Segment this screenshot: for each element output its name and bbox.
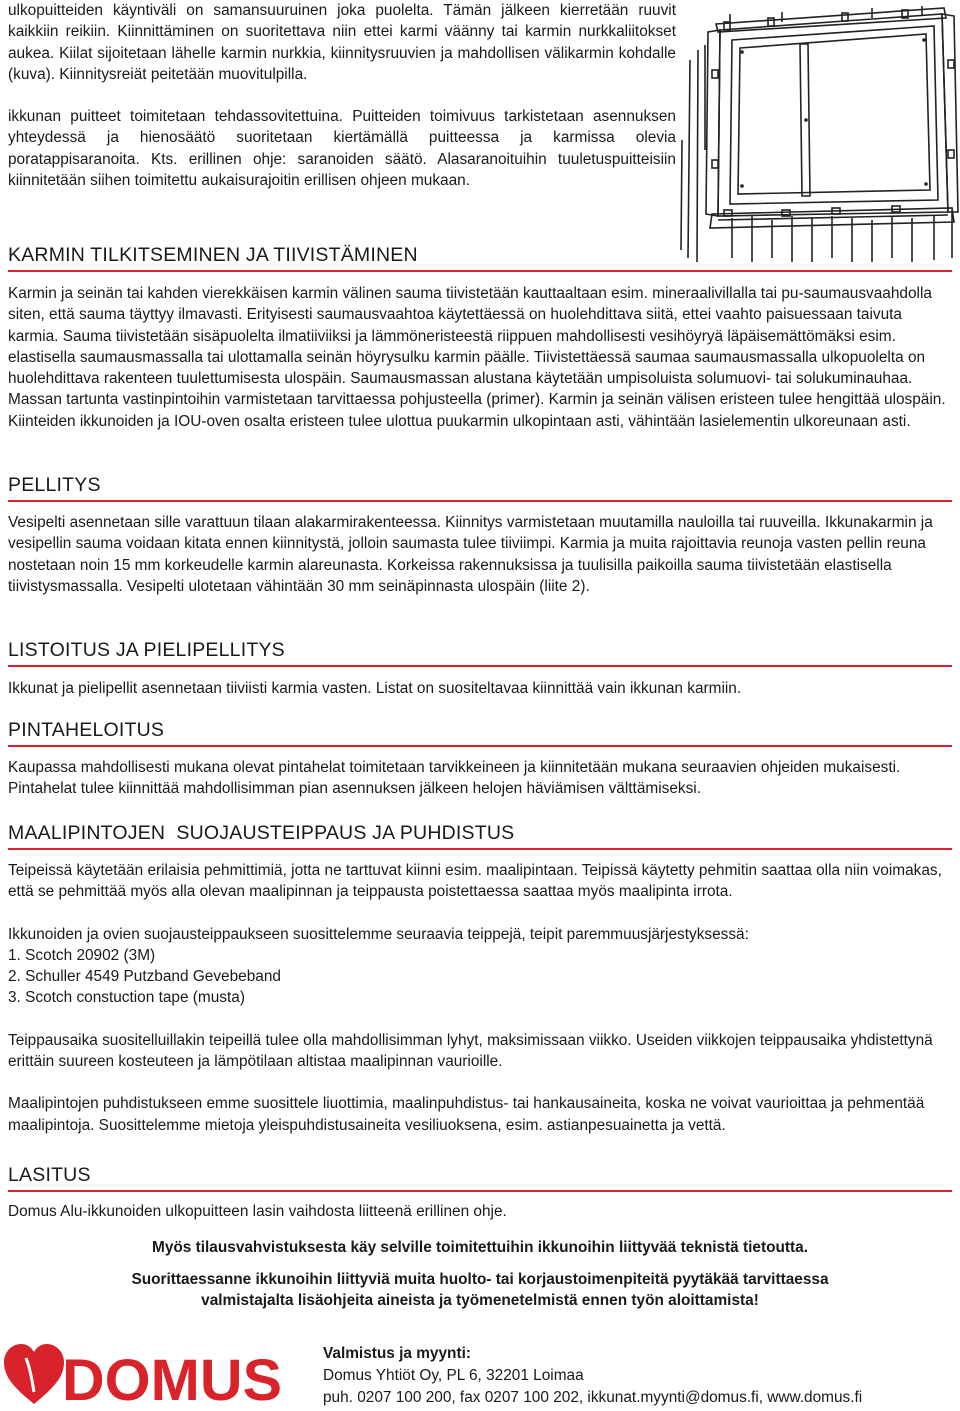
contact-info xyxy=(323,1343,960,1409)
maalipinnat-paragraph-4: Maalipintojen puhdistukseen emme suosittele liuottimia, maalinpuhdistus- tai hankausaineita, koska ne voivat vaurioittaa ja pehmentää maalipintoja. Suosittelemme mietoja yleispuhdistusaineita vesiliuoksena, esim. astianpesuainetta ja vettä. xyxy=(8,1095,925,1134)
section-listoitus xyxy=(8,678,952,699)
heading-karmin-tilkitseminen: KARMIN TILKITSEMINEN JA TIIVISTÄMINEN xyxy=(8,243,952,272)
heading-listoitus: LISTOITUS JA PIELIPELLITYS xyxy=(8,638,952,667)
listoitus-paragraph: Ikkunat ja pielipellit asennetaan tiiviisti karmia vasten. Listat on suositeltavaa kiinnittää vain ikkunan karmiin. xyxy=(8,680,742,697)
heading-lasitus: LASITUS xyxy=(8,1163,952,1192)
heading-pellitys: PELLITYS xyxy=(8,473,952,502)
pintaheloitus-paragraph: Kaupassa mahdollisesti mukana olevat pintahelat toimitetaan tarvikkeineen ja kiinnitetään mukana seuraavien ohjeiden mukaisesti. Pintahelat tulee kiinnittää mahdollisimman pian asennuksen jälkeen helojen häviämisen välttämiseksi. xyxy=(8,759,901,798)
section-lasitus xyxy=(8,1201,952,1222)
pellitys-paragraph: Vesipelti asennetaan sille varattuun tilaan alakarmirakenteessa. Kiinnitys varmistetaan muutamilla nauloilla tai ruuveilla. Ikkunakarmin ja vesipellin sauma voidaan kitata ennen kiinnitystä, jolloin saumasta tulee tiiviimpi. Karmia ja muita rajoittavia reunoja vasten pellin reuna nostetaan noin 15 mm korkeudelle karmin alareunasta. Korkeissa rakennuksissa ja tuulisilla paikoilla sauma tiivistetään elastisella tiivistysmassalla. Vesipelti ulotetaan vähintään 30 mm seinäpinnasta ulospäin (liite 2). xyxy=(8,514,933,595)
maalipinnat-paragraph-1: Teipeissä käytetään erilaisia pehmittimiä, jotta ne tarttuvat kiinni esim. maalipintaan. Teipissä käytetty pehmitin saattaa olla niin voimakas, että se pehmittää myös alla olevan maalipinnan ja teippausta poistettaessa saattaa myös maalipinta irrota. xyxy=(8,862,942,901)
list-item: 2. Schuller 4549 Putzband Gevebeband xyxy=(8,968,281,986)
karmi-paragraph: Karmin ja seinän tai kahden vierekkäisen karmin välinen sauma tiivistetään kauttaaltaan esim. mineraalivillalla tai pu-saumausvaahdolla siten, että sauma täyttyy ilmavasti. Erityisesti saumausvaahtoa käytettäessä on huolehdittava siitä, ettei vaahto paisuessaan taivuta karmia. Sauma tiivistetään sisäpuolelta ilmatiiviiksi ja lämmöneristeestä riippuen mahdollisesti vesihöyryä läpäisemättömäksi esim. elastisella saumausmassalla tai ulottamalla seinän höyrysulku karmin päälle. Tiivistettäessä saumaa saumausmassalla ulkopuolelta on huolehdittava rakenteen tuulettumisesta ulospäin. Saumausmassan alustana käytetään umpisoluista solumuovi- tai solukuminauhaa. Massan tartunta vastinpintoihin varmistetaan tarvittaessa pohjusteella (primer). Karmin ja seinän välisen eristeen tulee hengittää ulospäin. Kiinteiden ikkunoiden ja IOU-oven osalta eristeen tulee ulottua puukarmin ulkopintaan asti, vähintään lasielementin ulkoreunaan asti. xyxy=(8,285,946,430)
note-huolto-line-1: Suorittaessanne ikkunoihin liittyviä muita huolto- tai korjaustoimenpiteitä pyytäkää tarvittaessa xyxy=(131,1271,829,1288)
intro-paragraph-1: ulkopuitteiden käyntiväli on samansuuruinen joka puolelta. Tämän jälkeen kierretään ruuvit kaikkiin reikiin. Kiinnittäminen on suoritettava niin ettei karmi väänny tai karmin nurkkaliitokset aukea. Kiilat sijoitetaan lähelle karmin nurkkia, kiinnitysruuvien ja mahdollisen välikarmin kohdalle (kuva). Kiinnitysreiät peitetään muovitulpilla. xyxy=(8,2,676,83)
section-maalipinnat xyxy=(8,860,952,1136)
window-frame-illustration xyxy=(672,0,960,266)
heading-pintaheloitus: PINTAHELOITUS xyxy=(8,718,952,747)
section-pintaheloitus xyxy=(8,757,952,800)
heart-icon xyxy=(4,1344,64,1404)
section-karmin-tilkitseminen xyxy=(8,283,952,432)
logo-text: DOMUS xyxy=(62,1348,282,1406)
contact-address: Domus Yhtiöt Oy, PL 6, 32201 Loimaa xyxy=(323,1367,584,1384)
maalipinnat-paragraph-3: Teippausaika suositelluillakin teipeillä tulee olla mahdollisimman lyhyt, maksimissaan viikko. Useiden viikkojen teippausaika yhdistettynä erittäin suureen kosteuteen ja lämpötilaan altistaa maalipinnan vaurioille. xyxy=(8,1031,933,1071)
list-item: 3. Scotch constuction tape (musta) xyxy=(8,989,245,1007)
note-tilausvahvistus: Myös tilausvahvistuksesta käy selville toimitettuihin ikkunoihin liittyvää teknistä tietoutta. xyxy=(152,1239,808,1256)
note-huolto-line-2: valmistajalta lisäohjeita aineista ja työmenetelmistä ennen työn aloittamista! xyxy=(201,1292,759,1309)
list-item: 1. Scotch 20902 (3M) xyxy=(8,946,156,964)
heading-maalipinnat: MAALIPINTOJEN SUOJAUSTEIPPAUS JA PUHDISTUS xyxy=(8,821,952,850)
maalipinnat-recommendation xyxy=(8,924,952,1009)
contact-title: Valmistus ja myynti: xyxy=(323,1345,471,1362)
section-pellitys xyxy=(8,512,952,597)
intro-paragraph-2: ikkunan puitteet toimitetaan tehdassovitettuina. Puitteiden toimivuus tarkistetaan asennuksen yhteydessä ja hienosäätö suoritetaan kiertämällä puitteessa ja karmissa olevia poratappisaranoita. Kts. erillinen ohje: saranoiden säätö. Alasaranoituihin tuuletuspuitteisiin kiinnitetään siihen toimitettu aukaisurajoitin erillisen ohjeen mukaan. xyxy=(8,108,676,190)
note-huolto xyxy=(8,1269,952,1311)
domus-logo xyxy=(4,1344,284,1406)
lasitus-paragraph: Domus Alu-ikkunoiden ulkopuitteen lasin vaihdosta liitteenä erillinen ohje. xyxy=(8,1203,507,1220)
tape-list xyxy=(8,945,952,1009)
intro-text xyxy=(8,0,676,191)
contact-phone: puh. 0207 100 200, fax 0207 100 202, ikkunat.myynti@domus.fi, www.domus.fi xyxy=(323,1389,863,1406)
maalipinnat-paragraph-2: Ikkunoiden ja ovien suojausteippaukseen suosittelemme seuraavia teippejä, teipit paremmuusjärjestyksessä: xyxy=(8,925,749,943)
